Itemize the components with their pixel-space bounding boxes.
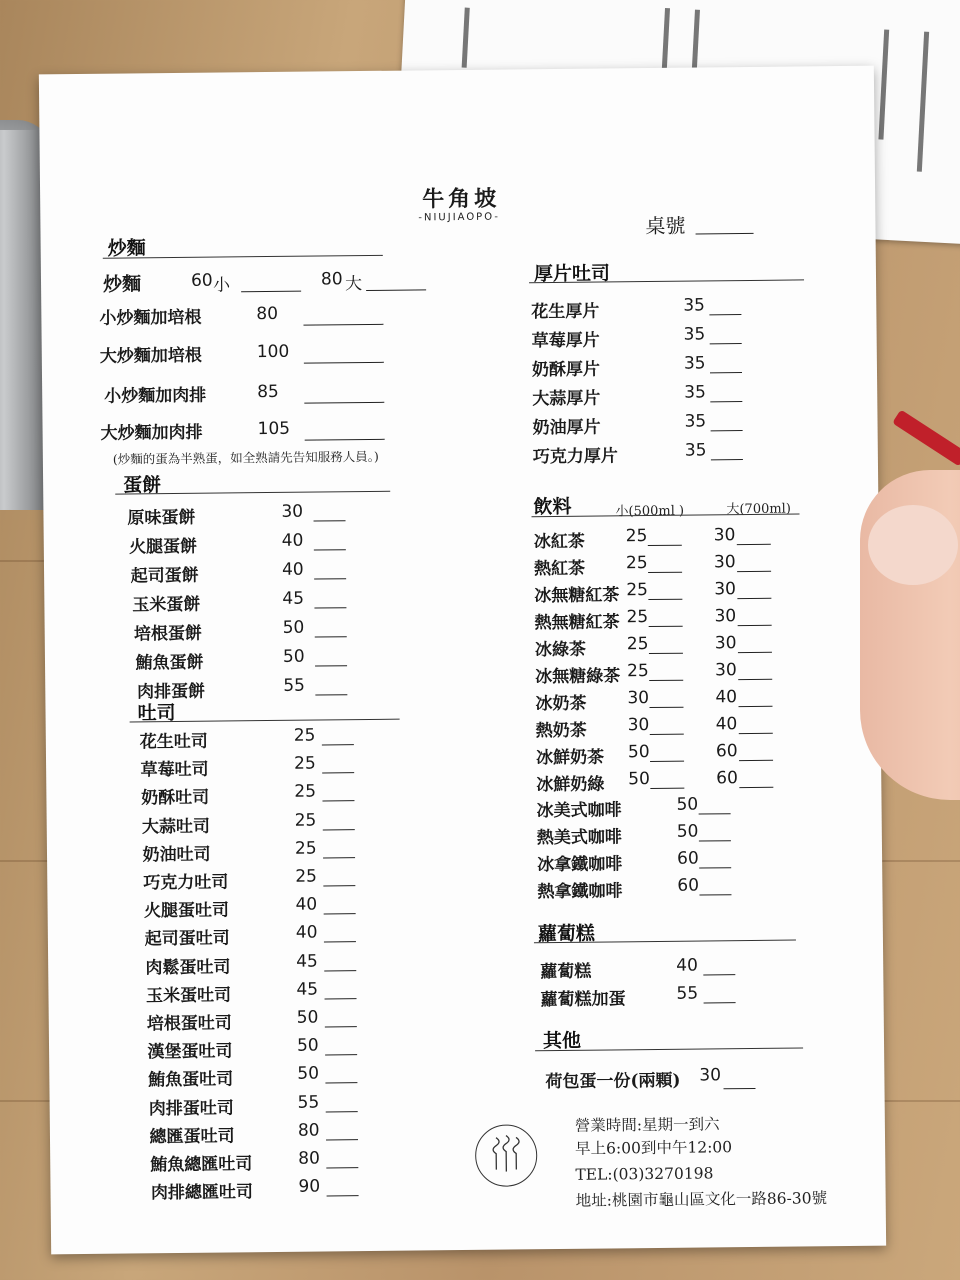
- red-pen: [892, 410, 960, 467]
- large-size-label: 大(700ml): [726, 501, 791, 518]
- menu-item-price: 50: [282, 617, 305, 638]
- menu-item-price: 80: [256, 303, 279, 325]
- menu-item-name: 大炒麵加肉排: [100, 422, 203, 444]
- small-price: 60: [190, 270, 213, 291]
- drink-small-price: 50: [627, 742, 650, 763]
- drink-small-price: 25: [625, 553, 648, 574]
- quantity-blank[interactable]: [314, 519, 346, 521]
- menu-item-name: 鮪魚蛋吐司: [148, 1069, 234, 1091]
- menu-item-name: 培根蛋吐司: [146, 1013, 232, 1035]
- menu-item-price: 25: [295, 866, 318, 887]
- drink-name: 冰奶茶: [535, 693, 587, 715]
- menu-item-price: 55: [676, 983, 699, 1004]
- coffee-price: 60: [677, 875, 700, 896]
- drink-name: 熱紅茶: [533, 558, 586, 580]
- menu-item-name: 荷包蛋一份(兩顆): [545, 1070, 681, 1093]
- drink-large-price: 30: [714, 579, 737, 600]
- drink-name: 冰鮮奶茶: [535, 747, 605, 769]
- thumb-nail: [868, 505, 958, 585]
- quantity-blank[interactable]: [711, 458, 743, 460]
- menu-item-price: 25: [293, 753, 316, 774]
- quantity-blank[interactable]: [304, 361, 384, 364]
- small-size-label: 小(500ml ): [615, 503, 685, 520]
- menu-item-price: 55: [297, 1092, 320, 1113]
- business-hours: 早上6:00到中午12:00: [575, 1138, 733, 1158]
- menu-item-name: 草莓厚片: [531, 330, 600, 352]
- menu-item-price: 80: [298, 1148, 320, 1169]
- quantity-blank-small[interactable]: [649, 625, 683, 627]
- quantity-blank[interactable]: [326, 1166, 358, 1168]
- menu-item-name: 總匯蛋吐司: [149, 1126, 235, 1148]
- drink-name: 冰鮮奶綠: [536, 774, 605, 796]
- quantity-blank[interactable]: [710, 400, 742, 402]
- quantity-blank[interactable]: [703, 973, 735, 975]
- quantity-blank[interactable]: [325, 1025, 357, 1027]
- quantity-blank-small[interactable]: [650, 787, 684, 789]
- quantity-blank[interactable]: [305, 438, 385, 441]
- quantity-blank-small[interactable]: [648, 598, 682, 600]
- menu-sheet: [39, 66, 886, 1255]
- quantity-blank[interactable]: [326, 1138, 358, 1140]
- section-heading-other: 其他: [542, 1029, 582, 1053]
- menu-item-name: 起司蛋吐司: [144, 928, 230, 950]
- quantity-blank[interactable]: [710, 342, 742, 344]
- section-heading-toast: 吐司: [137, 702, 176, 725]
- quantity-blank-large[interactable]: [737, 597, 771, 599]
- drink-small-price: 30: [627, 715, 650, 736]
- quantity-blank[interactable]: [711, 429, 743, 431]
- menu-item-price: 85: [257, 381, 279, 403]
- menu-item-price: 35: [683, 295, 706, 316]
- menu-item-name: 火腿蛋吐司: [143, 900, 230, 922]
- drink-large-price: 60: [715, 741, 738, 762]
- menu-item-price: 35: [684, 411, 707, 432]
- business-hours-label: 營業時間:星期一到六: [574, 1115, 720, 1135]
- menu-item-name: 小炒麵加肉排: [104, 385, 207, 407]
- drink-small-price: 25: [627, 661, 649, 682]
- drink-small-price: 25: [626, 634, 649, 655]
- menu-item-price: 50: [296, 1007, 319, 1028]
- menu-item-name: 鮪魚總匯吐司: [150, 1154, 253, 1176]
- quantity-blank[interactable]: [322, 800, 354, 802]
- quantity-blank[interactable]: [723, 1087, 755, 1089]
- quantity-blank-large[interactable]: [738, 651, 772, 653]
- quantity-blank[interactable]: [325, 1082, 357, 1084]
- drink-name: 冰紅茶: [533, 531, 585, 553]
- small-label: 小: [212, 275, 231, 296]
- menu-item-name: 炒麵: [102, 273, 142, 296]
- section-heading-thick-toast: 厚片吐司: [533, 262, 611, 286]
- menu-item-name: 鮪魚蛋餅: [135, 652, 204, 674]
- menu-item-price: 50: [297, 1063, 320, 1085]
- menu-item-name: 培根蛋餅: [133, 623, 203, 645]
- coffee-price: 50: [676, 821, 699, 842]
- brand-subname: -NIUJIAOPO-: [418, 211, 501, 224]
- menu-item-price: 50: [282, 646, 305, 667]
- quantity-blank[interactable]: [699, 812, 731, 814]
- section-heading-drinks: 飲料: [533, 495, 572, 519]
- drink-large-price: 30: [715, 660, 737, 681]
- menu-item-price: 40: [676, 955, 698, 976]
- menu-item-name: 草莓吐司: [140, 759, 209, 781]
- quantity-blank-large[interactable]: [737, 570, 771, 572]
- drink-large-price: 30: [713, 525, 736, 546]
- brand-name: 牛角坡: [422, 185, 501, 213]
- large-price: 80: [320, 269, 343, 290]
- coffee-name: 熱美式咖啡: [536, 827, 622, 849]
- menu-item-name: 小炒麵加培根: [99, 307, 202, 329]
- menu-item-name: 奶油厚片: [532, 417, 601, 439]
- section-heading-fried-noodles: 炒麵: [107, 237, 146, 260]
- menu-item-price: 45: [296, 979, 319, 1000]
- quantity-blank-small[interactable]: [649, 652, 683, 654]
- menu-item-price: 25: [294, 838, 317, 859]
- menu-item-price: 40: [281, 530, 304, 551]
- drink-large-price: 60: [716, 768, 738, 789]
- menu-item-name: 玉米蛋餅: [132, 594, 201, 616]
- menu-item-price: 90: [298, 1176, 321, 1197]
- quantity-blank-large[interactable]: [739, 732, 773, 734]
- quantity-blank-small[interactable]: [650, 733, 684, 735]
- drink-large-price: 40: [715, 714, 738, 735]
- menu-item-price: 35: [683, 324, 706, 345]
- quantity-blank[interactable]: [323, 828, 355, 830]
- quantity-blank[interactable]: [326, 1110, 358, 1112]
- menu-item-price: 35: [683, 353, 706, 374]
- quantity-blank-large[interactable]: [737, 543, 771, 545]
- menu-item-name: 肉排總匯吐司: [150, 1182, 254, 1204]
- quantity-blank-large[interactable]: [738, 705, 772, 707]
- menu-item-price: 45: [282, 588, 305, 609]
- quantity-blank[interactable]: [314, 577, 346, 579]
- quantity-blank[interactable]: [322, 771, 354, 773]
- quantity-blank-large[interactable]: [366, 288, 426, 291]
- menu-item-price: 35: [684, 440, 707, 461]
- quantity-blank[interactable]: [709, 313, 741, 315]
- menu-item-price: 30: [281, 501, 304, 522]
- quantity-blank[interactable]: [323, 856, 355, 858]
- menu-item-price: 40: [281, 559, 304, 580]
- drink-small-price: 25: [626, 607, 649, 628]
- menu-item-price: 50: [296, 1035, 319, 1056]
- drink-small-price: 25: [625, 526, 648, 547]
- menu-item-name: 巧克力厚片: [532, 446, 618, 468]
- noodle-bowl-logo-icon: [475, 1124, 538, 1187]
- menu-item-price: 40: [295, 894, 318, 915]
- quantity-blank[interactable]: [322, 743, 354, 745]
- menu-item-price: 80: [297, 1120, 320, 1141]
- quantity-blank[interactable]: [324, 969, 356, 971]
- menu-item-price: 25: [294, 810, 317, 831]
- quantity-blank[interactable]: [323, 884, 355, 886]
- quantity-blank[interactable]: [699, 893, 731, 895]
- menu-item-name: 奶酥厚片: [531, 359, 601, 381]
- quantity-blank[interactable]: [315, 664, 347, 666]
- quantity-blank[interactable]: [315, 693, 347, 695]
- quantity-blank[interactable]: [699, 839, 731, 841]
- menu-item-name: 花生吐司: [139, 731, 208, 753]
- coffee-name: 熱拿鐵咖啡: [537, 881, 623, 903]
- quantity-blank-large[interactable]: [738, 678, 772, 680]
- coffee-price: 50: [676, 794, 699, 815]
- menu-item-name: 肉排蛋吐司: [148, 1098, 234, 1119]
- address: 地址:桃園市龜山區文化一路86-30號: [575, 1189, 828, 1210]
- drink-small-price: 25: [626, 580, 649, 601]
- quantity-blank[interactable]: [304, 401, 384, 404]
- phone-number: TEL:(03)3270198: [575, 1164, 714, 1184]
- quantity-blank-small[interactable]: [649, 679, 683, 681]
- coffee-name: 冰美式咖啡: [536, 800, 622, 822]
- quantity-blank[interactable]: [315, 635, 347, 637]
- section-heading-turnip-cake: 蘿蔔糕: [537, 922, 596, 946]
- menu-item-price: 40: [295, 922, 318, 944]
- coffee-name: 冰拿鐵咖啡: [537, 854, 623, 876]
- quantity-blank[interactable]: [314, 606, 346, 608]
- drink-large-price: 40: [715, 687, 738, 708]
- menu-item-name: 奶酥吐司: [141, 788, 210, 809]
- quantity-blank-small[interactable]: [648, 571, 682, 573]
- menu-item-name: 火腿蛋餅: [128, 536, 198, 558]
- drink-name: 熱奶茶: [535, 720, 587, 742]
- quantity-blank[interactable]: [699, 866, 731, 868]
- large-label: 大: [344, 274, 363, 295]
- quantity-blank[interactable]: [327, 1194, 359, 1196]
- drink-name: 冰無糖綠茶: [535, 666, 621, 688]
- menu-item-name: 大炒麵加培根: [99, 345, 202, 367]
- menu-item-name: 肉鬆蛋吐司: [145, 957, 231, 978]
- cooking-note: (炒麵的蛋為半熟蛋，如全熟請先告知服務人員。): [112, 448, 379, 467]
- menu-item-name: 肉排蛋餅: [137, 681, 206, 703]
- menu-item-name: 起司蛋餅: [130, 565, 199, 587]
- quantity-blank-small[interactable]: [649, 706, 683, 708]
- menu-item-name: 原味蛋餅: [127, 507, 196, 529]
- quantity-blank[interactable]: [314, 548, 346, 550]
- table-number-label: 桌號: [645, 213, 686, 239]
- menu-item-name: 漢堡蛋吐司: [147, 1041, 233, 1063]
- drink-large-price: 30: [714, 633, 737, 654]
- drink-small-price: 30: [627, 688, 650, 709]
- quantity-blank[interactable]: [325, 1053, 357, 1055]
- drink-name: 冰綠茶: [534, 639, 587, 661]
- quantity-blank-large[interactable]: [739, 759, 773, 761]
- table-number-blank[interactable]: [696, 232, 754, 235]
- menu-item-name: 玉米蛋吐司: [145, 985, 232, 1007]
- menu-item-price: 105: [257, 418, 291, 440]
- quantity-blank[interactable]: [324, 941, 356, 943]
- quantity-blank-small[interactable]: [648, 544, 682, 546]
- menu-item-name: 蘿蔔糕: [540, 961, 592, 983]
- menu-item-name: 大蒜厚片: [532, 388, 601, 410]
- menu-item-name: 花生厚片: [531, 301, 600, 323]
- section-heading-egg-pancake: 蛋餅: [123, 474, 162, 497]
- quantity-blank[interactable]: [325, 997, 357, 999]
- quantity-blank[interactable]: [324, 912, 356, 914]
- menu-item-name: 奶油吐司: [142, 844, 211, 866]
- menu-item-price: 55: [283, 675, 306, 696]
- drink-name: 熱無糖紅茶: [534, 612, 620, 634]
- menu-item-price: 100: [256, 341, 290, 363]
- quantity-blank[interactable]: [704, 1001, 736, 1003]
- quantity-blank-small[interactable]: [241, 290, 301, 293]
- drink-large-price: 30: [713, 552, 736, 573]
- menu-item-price: 45: [296, 951, 318, 972]
- menu-item-name: 大蒜吐司: [141, 816, 211, 837]
- quantity-blank-large[interactable]: [738, 624, 772, 626]
- menu-item-price: 25: [293, 725, 316, 746]
- coffee-price: 60: [676, 848, 699, 869]
- menu-item-price: 30: [699, 1065, 722, 1086]
- menu-item-name: 蘿蔔糕加蛋: [540, 989, 626, 1011]
- quantity-blank[interactable]: [303, 323, 383, 326]
- menu-item-name: 巧克力吐司: [143, 872, 229, 894]
- drink-small-price: 50: [628, 769, 651, 790]
- quantity-blank-large[interactable]: [739, 786, 773, 788]
- quantity-blank[interactable]: [710, 371, 742, 373]
- quantity-blank-small[interactable]: [650, 760, 684, 762]
- menu-item-price: 35: [684, 382, 706, 403]
- menu-item-price: 25: [294, 781, 317, 803]
- drink-name: 冰無糖紅茶: [534, 585, 620, 607]
- drink-large-price: 30: [714, 606, 737, 627]
